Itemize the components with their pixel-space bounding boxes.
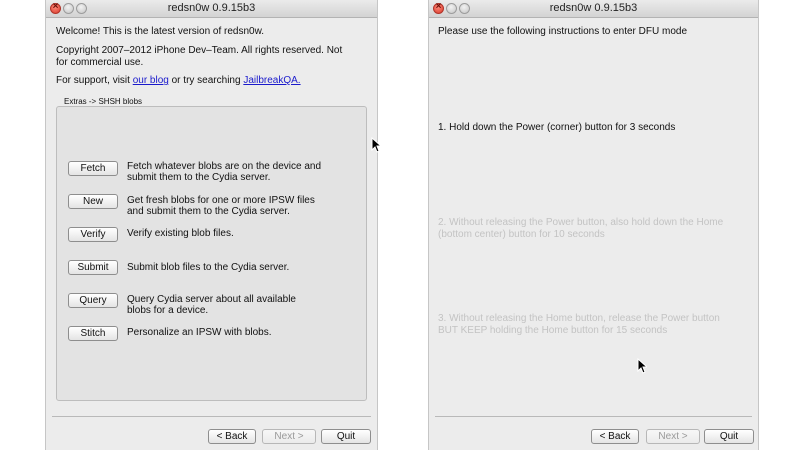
welcome-text: Welcome! This is the latest version of redsn0w.	[56, 26, 265, 37]
window-title: redsn0w 0.9.15b3	[549, 2, 638, 14]
our-blog-link[interactable]: our blog	[132, 75, 169, 86]
stitch-description-line-1: Personalize an IPSW with blobs.	[127, 327, 272, 338]
query-description-line-2: blobs for a device.	[127, 305, 209, 316]
query-description-line-1: Query Cydia server about all available	[127, 294, 296, 305]
fetch-button[interactable]: Fetch	[68, 161, 118, 176]
title-bar[interactable]	[429, 0, 758, 18]
redsn0w-window-dfu	[428, 0, 759, 450]
stitch-button[interactable]: Stitch	[68, 326, 118, 341]
fetch-description-line-2: submit them to the Cydia server.	[127, 172, 271, 183]
mouse-cursor-icon	[371, 137, 381, 153]
breadcrumb: Extras -> SHSH blobs	[64, 97, 143, 106]
bottom-separator	[52, 416, 371, 417]
fetch-description-line-1: Fetch whatever blobs are on the device and	[127, 161, 322, 172]
dfu-intro-text: Please use the following instructions to enter DFU mode	[438, 26, 688, 37]
copyright-line-1: Copyright 2007–2012 iPhone Dev–Team. All rights reserved. Not	[56, 45, 343, 56]
dfu-step-3-line-1: 3. Without releasing the Home button, release the Power button	[438, 313, 720, 324]
back-button[interactable]: < Back	[208, 429, 256, 444]
support-middle: or try searching	[171, 75, 241, 86]
back-button[interactable]: < Back	[591, 429, 639, 444]
dfu-step-3-line-2: BUT KEEP holding the Home button for 15 seconds	[438, 325, 668, 336]
quit-button[interactable]: Quit	[704, 429, 754, 444]
query-description	[127, 294, 296, 316]
verify-description-line-1: Verify existing blob files.	[127, 228, 234, 239]
jailbreakqa-link[interactable]: JailbreakQA.	[243, 75, 301, 86]
shsh-blobs-group	[56, 106, 367, 401]
fetch-description	[127, 161, 321, 183]
window-title: redsn0w 0.9.15b3	[167, 2, 256, 14]
support-prefix: For support, visit	[56, 75, 130, 86]
new-description-line-1: Get fresh blobs for one or more IPSW files	[127, 195, 315, 206]
next-button[interactable]: Next >	[646, 429, 700, 444]
new-description-line-2: and submit them to the Cydia server.	[127, 206, 290, 217]
dfu-step-2-line-1: 2. Without releasing the Power button, also hold down the Home	[438, 217, 724, 228]
redsn0w-window-extras	[45, 0, 378, 450]
title-bar[interactable]	[46, 0, 377, 18]
dfu-step-1: 1. Hold down the Power (corner) button for 3 seconds	[438, 122, 676, 133]
submit-button[interactable]: Submit	[68, 260, 118, 275]
submit-description-line-1: Submit blob files to the Cydia server.	[127, 262, 290, 273]
support-line	[56, 75, 301, 87]
stitch-description	[127, 327, 272, 338]
verify-description	[127, 228, 234, 239]
new-button[interactable]: New	[68, 194, 118, 209]
next-button[interactable]: Next >	[262, 429, 316, 444]
verify-button[interactable]: Verify	[68, 227, 118, 242]
bottom-separator	[435, 416, 752, 417]
dfu-step-2-line-2: (bottom center) button for 10 seconds	[438, 229, 605, 240]
copyright-line-2: for commercial use.	[56, 57, 144, 68]
new-description	[127, 195, 315, 217]
query-button[interactable]: Query	[68, 293, 118, 308]
submit-description	[127, 262, 289, 273]
quit-button[interactable]: Quit	[321, 429, 371, 444]
mouse-cursor-icon	[637, 358, 647, 374]
